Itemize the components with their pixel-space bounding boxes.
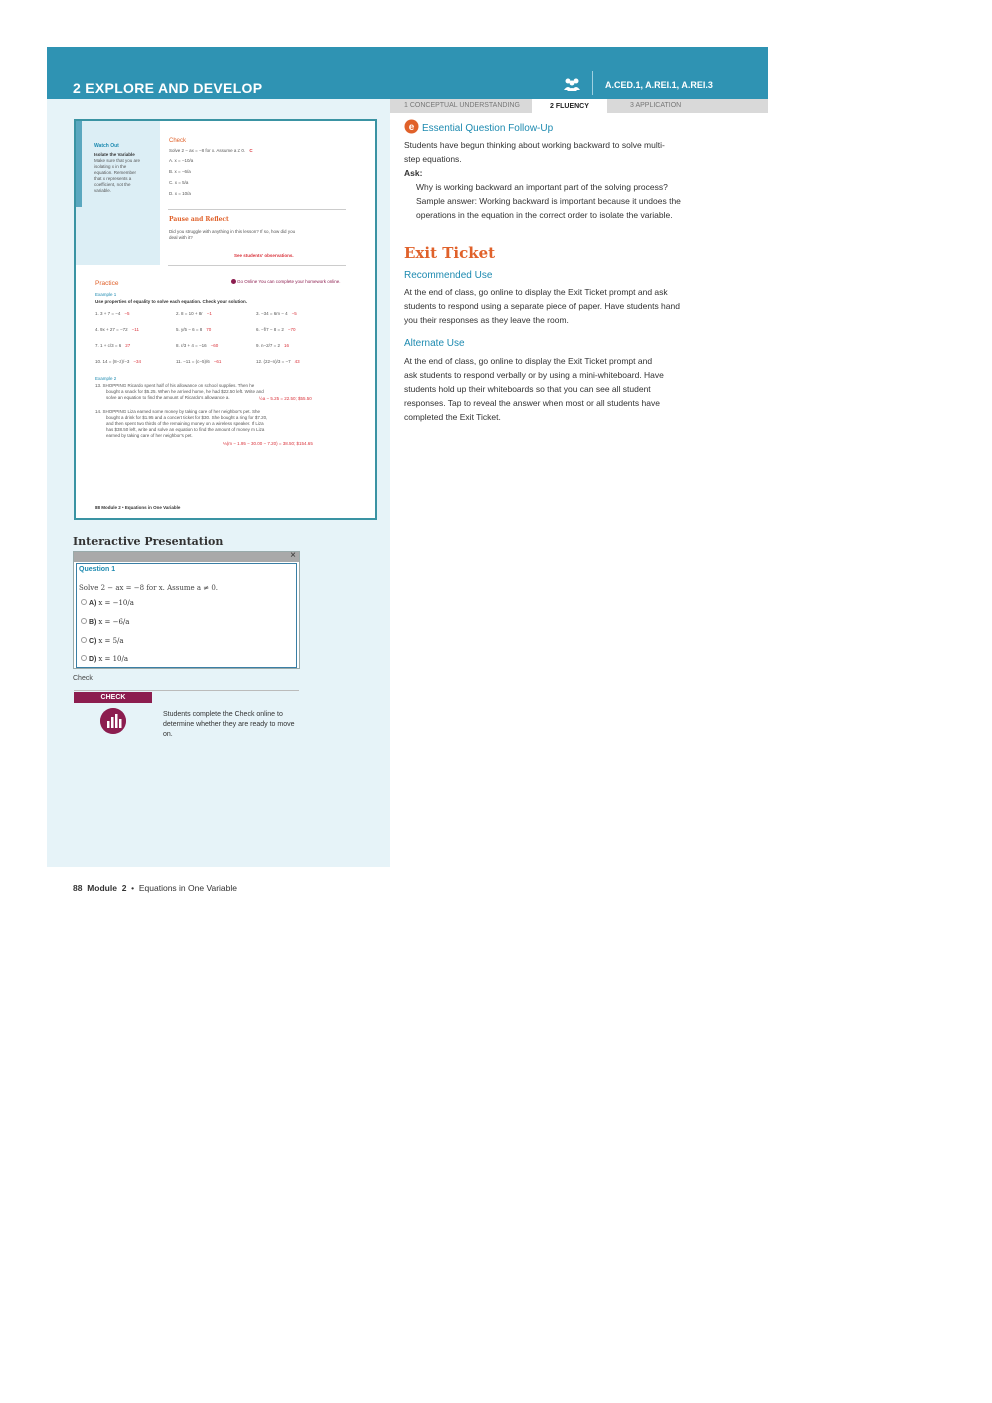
radio-icon[interactable]: [81, 618, 87, 624]
practice-problem: [256, 327, 296, 333]
practice-problem: [95, 359, 141, 365]
recommended-use-heading: Recommended Use: [404, 270, 493, 281]
sample-answer-line: Sample answer: Working backward is important because it undoes the: [416, 196, 681, 206]
practice-problem: [176, 343, 218, 349]
problem14-line: has $38.50 left, write and solve an equation to find the amount of money m Liza: [106, 427, 265, 432]
interactive-presentation-frame[interactable]: [73, 551, 300, 669]
student-page-thumbnail: [74, 119, 377, 520]
problem13-line: solve an equation to find the amount of Ricardo's allowance a.: [106, 395, 230, 400]
problem14-line: earned by taking care of her neighbor's pet.: [106, 433, 193, 438]
people-icon: [563, 77, 581, 91]
option-value: x = −10/a: [98, 599, 134, 607]
watch-out-subtitle: Isolate the Variable: [94, 152, 135, 157]
footer-module: Module: [87, 883, 117, 893]
watch-out-line: coefficient, not the: [94, 182, 131, 187]
pause-reflect-heading: Pause and Reflect: [169, 216, 229, 223]
option-value: x = −6/a: [98, 618, 130, 626]
practice-problem: [256, 311, 297, 317]
svg-text:e: e: [408, 122, 415, 133]
section-title: 2 EXPLORE AND DEVELOP: [73, 80, 263, 96]
answer-option-c[interactable]: [81, 637, 124, 645]
problem-text: 2. 8 = 10 + 8r: [176, 311, 203, 316]
problem-answer: 27: [125, 343, 131, 348]
sample-answer-line: operations in the equation in the correct order to isolate the variable.: [416, 210, 673, 220]
problem-answer: −61: [213, 359, 222, 364]
check-banner: CHECK: [74, 692, 152, 703]
answer-option-d[interactable]: [81, 655, 128, 663]
problem-answer: −34: [133, 359, 142, 364]
divider: [74, 690, 299, 691]
problem-text: 4. 9x + 27 = −72: [95, 327, 128, 332]
alternate-use-line: At the end of class, go online to display the Exit Ticket prompt and: [404, 356, 653, 366]
essential-question-icon: [404, 119, 419, 134]
go-online-text: Go Online You can complete your homework online.: [237, 279, 341, 284]
example2-label: Example 2: [95, 376, 117, 381]
problem-text: 8. r/3 + 4 = −16: [176, 343, 207, 348]
practice-problem: [95, 327, 139, 333]
watch-out-sidebar: [76, 121, 160, 265]
go-online-icon: [231, 279, 236, 284]
problem-text: 3. −34 = 6m − 4: [256, 311, 288, 316]
alternate-use-line: ask students to respond verbally or by using a mini-whiteboard. Have: [404, 370, 664, 380]
close-icon[interactable]: ×: [290, 550, 296, 561]
header-divider: [592, 71, 593, 95]
page-number: 88: [73, 883, 83, 893]
divider: [168, 209, 346, 210]
watch-out-line: that x represents a: [94, 176, 132, 181]
essential-question-text: Why is working backward an important part of the solving process?: [416, 182, 668, 192]
footer-bullet: •: [131, 883, 135, 893]
watch-out-line: variable.: [94, 188, 112, 193]
example1-label: Example 1: [95, 292, 117, 297]
problem13-line: 13. SHOPPING Ricardo spent half of his allowance on school supplies. Then he: [95, 383, 255, 388]
check-question: [169, 148, 253, 154]
problem-answer: −11: [131, 327, 139, 332]
problem-text: 12. (22−n)/3 = −7: [256, 359, 291, 364]
watch-out-line: Make sure that you are: [94, 158, 141, 163]
problem-answer: −1: [206, 311, 212, 316]
check-description: Students complete the Check online to determine whether they are ready to move on.: [163, 711, 295, 738]
check-answer: C: [249, 148, 253, 153]
alternate-use-heading: Alternate Use: [404, 338, 465, 349]
problem-answer: 70: [206, 327, 212, 332]
check-question-text: Solve 2 − ax = −8 for x. Assume a ≠ 0.: [169, 148, 246, 153]
problem-answer: −5: [291, 311, 297, 316]
practice-problem: [95, 311, 130, 317]
problem-text: 5. y/5 − 6 = 8: [176, 327, 203, 332]
watch-out-title: Watch Out: [94, 143, 119, 149]
footer-title: Equations in One Variable: [138, 883, 238, 893]
question-panel: [76, 563, 297, 668]
alternate-use-line: students hold up their whiteboards so that you can see all student: [404, 384, 651, 394]
problem-text: 10. 14 = (8−z)/−3: [95, 359, 130, 364]
practice-instructions: Use properties of equality to solve each equation. Check your solution.: [95, 299, 248, 304]
problem-text: 7. 1 + c/3 = 6: [95, 343, 122, 348]
practice-problem: [176, 359, 221, 365]
essential-body-line: step equations.: [404, 154, 462, 164]
problem14-line: and then spent two thirds of the remaining money on a wireless speaker. If Liza: [106, 421, 264, 426]
thumbnail-footer: 88 Module 2 • Equations in One Variable: [95, 505, 181, 510]
window-bar: [74, 552, 299, 562]
option-value: x = 10/a: [98, 655, 129, 663]
pause-answer: See students' observations.: [234, 253, 294, 258]
interactive-presentation-title: Interactive Presentation: [73, 535, 224, 548]
problem-answer: −5: [124, 311, 130, 316]
problem14-line: 14. SHOPPING Liza earned some money by taking care of her neighbor's pet. She: [95, 409, 260, 414]
recommended-use-line: you their responses as they leave the room.: [404, 315, 569, 325]
problem-text: 1. 3 + 7 = −4: [95, 311, 121, 316]
radio-icon[interactable]: [81, 655, 87, 661]
check-option: B. x = −6/a: [169, 169, 191, 174]
sidebar-stripe: [76, 121, 82, 207]
alternate-use-line: completed the Exit Ticket.: [404, 412, 501, 422]
problem13-answer: ½a − 5.25 = 22.50; $55.50: [259, 396, 312, 401]
problem-answer: 43: [294, 359, 300, 364]
option-label: A): [89, 600, 97, 607]
page-footer: [73, 883, 237, 893]
practice-heading: Practice: [95, 280, 119, 287]
ask-label: Ask:: [404, 168, 423, 178]
question-prompt: Solve 2 − ax = −8 for x. Assume a ≠ 0.: [79, 584, 219, 592]
problem13-line: bought a snack for $5.25. When he arrived home, he had $22.50 left. Write and: [106, 389, 264, 394]
option-value: x = 5/a: [98, 637, 124, 645]
pause-question: Did you struggle with anything in this lesson? If so, how did you: [169, 229, 296, 234]
tab-conceptual[interactable]: 1 CONCEPTUAL UNDERSTANDING: [404, 102, 520, 109]
check-option: A. x = −10/a: [169, 158, 194, 163]
watch-out-line: isolating x in the: [94, 164, 127, 169]
option-label: D): [89, 656, 97, 663]
radio-icon[interactable]: [81, 599, 87, 605]
problem-text: 11. −11 = (c−5)/6: [176, 359, 210, 364]
problem-answer: 16: [284, 343, 290, 348]
option-label: C): [89, 638, 97, 645]
watch-out-line: equation. Remember: [94, 170, 137, 175]
practice-problem: [256, 359, 300, 365]
practice-problem: [176, 327, 211, 333]
check-option: D. x = 10/a: [169, 191, 191, 196]
pause-question: deal with it?: [169, 235, 193, 240]
check-heading: Check: [169, 138, 187, 144]
standards: A.CED.1, A.REI.1, A.REI.3: [605, 80, 713, 90]
problem14-line: bought a drink for $1.95 and a concert ticket for $30. She bought a ring for $7.20,: [106, 415, 268, 420]
check-caption: Check: [73, 675, 93, 682]
problem-text: 9. n−2/7 = 2: [256, 343, 281, 348]
problem14-answer: ⅓(m − 1.95 − 30.00 − 7.20) = 38.50; $154.65: [223, 441, 313, 446]
problem-answer: −60: [210, 343, 219, 348]
tab-fluency[interactable]: 2 FLUENCY: [532, 99, 607, 113]
divider: [168, 265, 346, 266]
check-option: C. x = 5/a: [169, 180, 189, 185]
problem-answer: −70: [287, 327, 296, 332]
recommended-use-line: students to respond using a separate piece of paper. Have students hand: [404, 301, 680, 311]
radio-icon[interactable]: [81, 637, 87, 643]
answer-option-b[interactable]: [81, 618, 129, 626]
answer-option-a[interactable]: [81, 599, 134, 607]
tab-bar: [390, 99, 768, 113]
practice-problem: [95, 343, 130, 349]
bar-chart-icon: [100, 708, 126, 734]
tab-application[interactable]: 3 APPLICATION: [630, 102, 682, 109]
practice-problem: [256, 343, 289, 349]
header-band: [47, 47, 768, 99]
option-label: B): [89, 619, 97, 626]
go-online-note: [231, 279, 341, 285]
alternate-use-line: responses. Tap to reveal the answer when most or all students have: [404, 398, 660, 408]
problem-text: 6. −f/7 − 8 = 2: [256, 327, 284, 332]
exit-ticket-title: Exit Ticket: [404, 244, 496, 262]
essential-body-line: Students have begun thinking about working backward to solve multi-: [404, 140, 665, 150]
question-title: Question 1: [79, 566, 116, 573]
practice-problem: [176, 311, 212, 317]
essential-question-title: Essential Question Follow-Up: [422, 123, 554, 134]
recommended-use-line: At the end of class, go online to display the Exit Ticket prompt and ask: [404, 287, 668, 297]
footer-module-number: 2: [121, 883, 127, 893]
